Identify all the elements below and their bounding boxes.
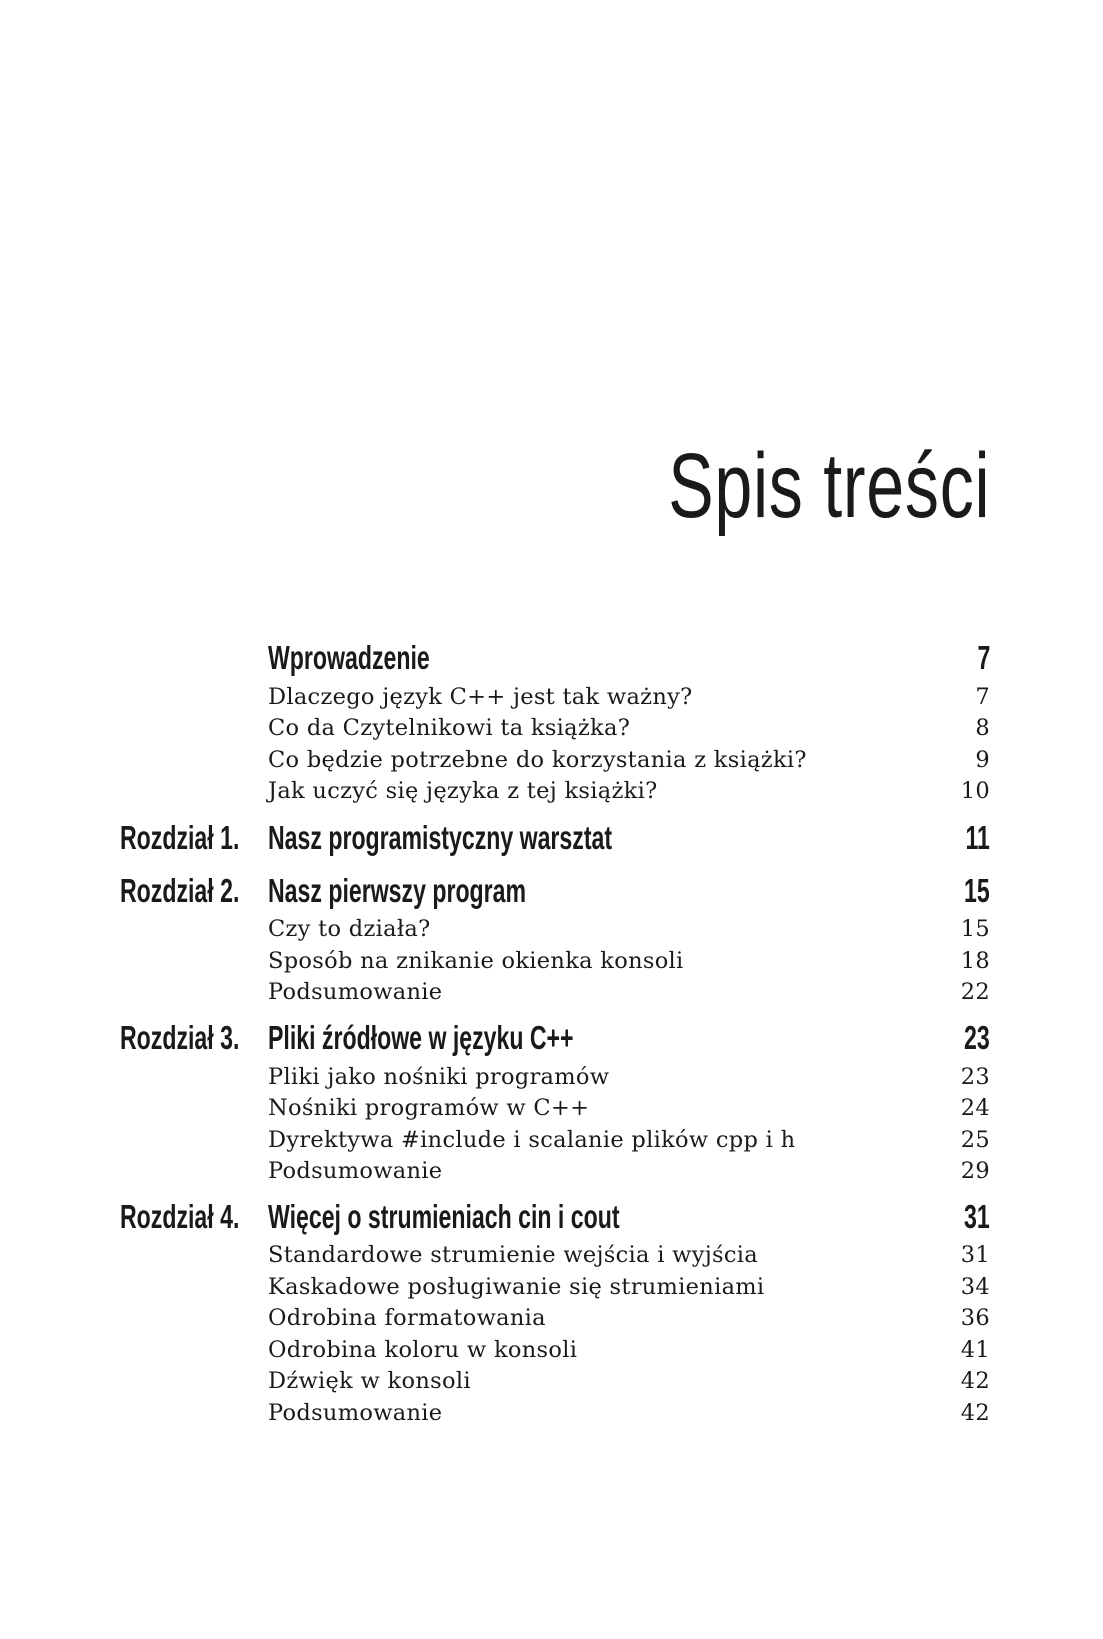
toc-section[interactable] xyxy=(0,1366,1103,1398)
chapter-label: Rozdział 3. xyxy=(120,1019,240,1056)
toc-section[interactable] xyxy=(0,713,1103,745)
toc-chapter-1[interactable] xyxy=(0,819,1103,856)
toc-section[interactable] xyxy=(0,1093,1103,1125)
section-title: Sposób na znikanie okienka konsoli xyxy=(268,948,684,974)
section-page-number: 42 xyxy=(960,1400,990,1426)
toc-section[interactable] xyxy=(0,682,1103,714)
chapter-page-number: 11 xyxy=(965,819,990,856)
chapter-title: Wprowadzenie xyxy=(268,639,430,676)
toc-section[interactable] xyxy=(0,1272,1103,1304)
toc-section[interactable] xyxy=(0,1156,1103,1188)
toc-section[interactable] xyxy=(0,946,1103,978)
section-page-number: 36 xyxy=(960,1305,990,1331)
toc-chapter-2[interactable] xyxy=(0,872,1103,909)
section-page-number: 41 xyxy=(960,1337,990,1363)
section-page-number: 8 xyxy=(975,715,990,741)
page-title: Spis treści xyxy=(667,435,990,537)
chapter-page-number: 23 xyxy=(964,1019,990,1056)
section-title: Standardowe strumienie wejścia i wyjścia xyxy=(268,1242,758,1268)
chapter-page-number: 15 xyxy=(964,872,990,909)
section-page-number: 7 xyxy=(975,684,990,710)
section-page-number: 34 xyxy=(960,1274,990,1300)
section-page-number: 42 xyxy=(960,1368,990,1394)
section-title: Czy to działa? xyxy=(268,916,431,942)
section-title: Dlaczego język C++ jest tak ważny? xyxy=(268,684,693,710)
toc-section[interactable] xyxy=(0,745,1103,777)
section-title: Dyrektywa #include i scalanie plików cpp i h xyxy=(268,1127,796,1153)
toc-section[interactable] xyxy=(0,776,1103,808)
section-title: Pliki jako nośniki programów xyxy=(268,1064,610,1090)
section-title: Nośniki programów w C++ xyxy=(268,1095,590,1121)
toc-section[interactable] xyxy=(0,1398,1103,1430)
chapter-title: Więcej o strumieniach cin i cout xyxy=(268,1198,620,1235)
section-title: Kaskadowe posługiwanie się strumieniami xyxy=(268,1274,765,1300)
section-page-number: 9 xyxy=(975,747,990,773)
section-title: Co będzie potrzebne do korzystania z książki? xyxy=(268,747,807,773)
chapter-title: Pliki źródłowe w języku C++ xyxy=(268,1019,574,1056)
chapter-page-number: 7 xyxy=(977,639,990,676)
chapter-title: Nasz programistyczny warsztat xyxy=(268,819,613,856)
section-title: Podsumowanie xyxy=(268,1158,443,1184)
toc-section[interactable] xyxy=(0,914,1103,946)
toc-section[interactable] xyxy=(0,1303,1103,1335)
toc-section[interactable] xyxy=(0,1240,1103,1272)
toc-section[interactable] xyxy=(0,1125,1103,1157)
section-page-number: 18 xyxy=(960,948,990,974)
section-page-number: 25 xyxy=(960,1127,990,1153)
section-title: Podsumowanie xyxy=(268,1400,443,1426)
toc-chapter-4[interactable] xyxy=(0,1198,1103,1235)
chapter-page-number: 31 xyxy=(964,1198,990,1235)
section-title: Co da Czytelnikowi ta książka? xyxy=(268,715,631,741)
section-title: Jak uczyć się języka z tej książki? xyxy=(268,778,658,804)
section-page-number: 24 xyxy=(960,1095,990,1121)
section-page-number: 29 xyxy=(960,1158,990,1184)
section-page-number: 15 xyxy=(960,916,990,942)
section-title: Dźwięk w konsoli xyxy=(268,1368,471,1394)
toc-section[interactable] xyxy=(0,1335,1103,1367)
chapter-label: Rozdział 4. xyxy=(120,1198,240,1235)
section-page-number: 23 xyxy=(960,1064,990,1090)
section-page-number: 31 xyxy=(960,1242,990,1268)
chapter-title: Nasz pierwszy program xyxy=(268,872,527,909)
toc-section[interactable] xyxy=(0,1062,1103,1094)
toc-section[interactable] xyxy=(0,977,1103,1009)
section-page-number: 22 xyxy=(960,979,990,1005)
chapter-label: Rozdział 1. xyxy=(120,819,240,856)
section-title: Odrobina formatowania xyxy=(268,1305,546,1331)
section-title: Podsumowanie xyxy=(268,979,443,1005)
toc-chapter-3[interactable] xyxy=(0,1019,1103,1056)
section-page-number: 10 xyxy=(960,778,990,804)
toc-chapter-intro[interactable] xyxy=(0,639,1103,676)
chapter-label: Rozdział 2. xyxy=(120,872,240,909)
section-title: Odrobina koloru w konsoli xyxy=(268,1337,578,1363)
